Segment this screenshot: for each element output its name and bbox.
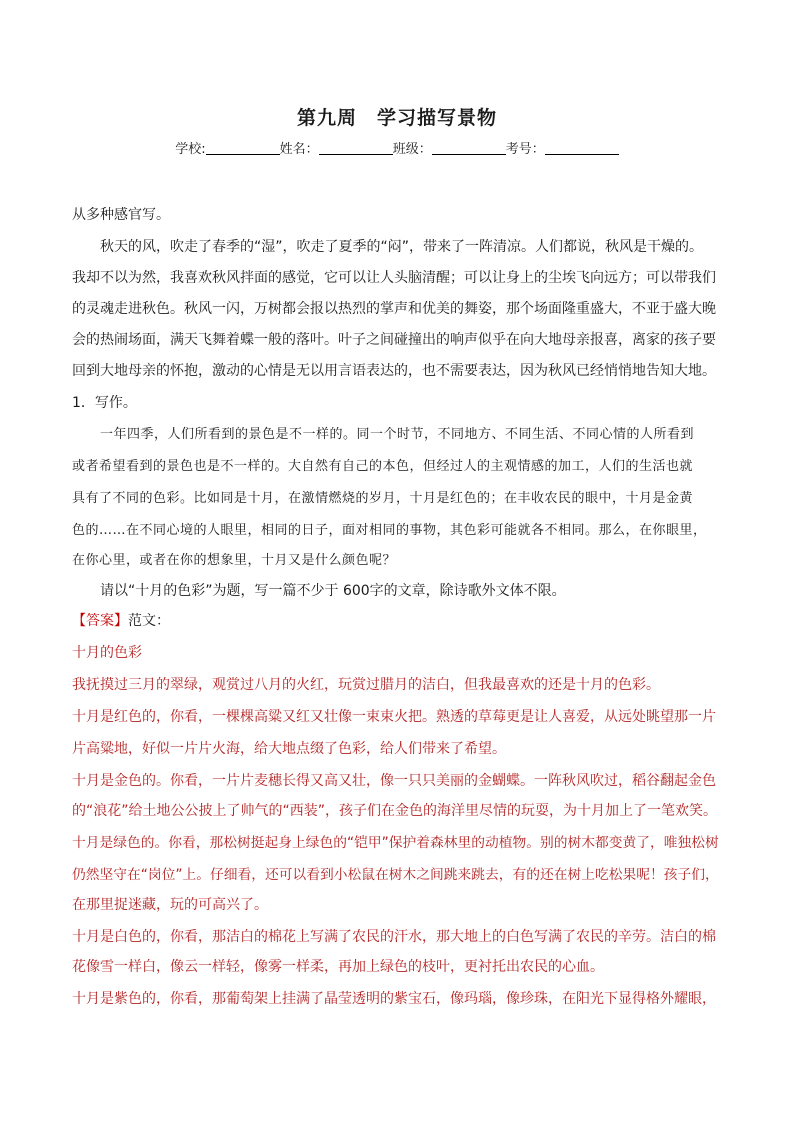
essay-line: 片高粱地，好似一片片火海，给大地点缀了色彩，给人们带来了希望。	[72, 741, 506, 757]
name-label: 姓名：	[279, 142, 319, 157]
essay-line: 仍然坚守在“岗位”上。仔细看，还可以看到小松鼠在树木之间跳来跳去，有的还在树上吃松果呢！孩子们，	[72, 867, 719, 883]
intro-paragraph-line: 会的热闹场面，满天飞舞着蝶一般的落叶。叶子之间碰撞出的响声似乎在向大地母亲报喜，离家的孩子要	[72, 332, 716, 348]
essay-line: 十月是紫色的，你看，那葡萄架上挂满了晶莹透明的紫宝石，像玛瑙，像珍珠，在阳光下显得格外耀眼，	[72, 991, 716, 1007]
exam-number-field[interactable]	[545, 140, 619, 155]
school-label: 学校:	[175, 142, 206, 157]
essay-line: 我抚摸过三月的翠绿，观赏过八月的火红，玩赏过腊月的洁白，但我最喜欢的还是十月的色彩。	[72, 677, 660, 693]
prompt-paragraph-line: 一年四季，人们所看到的景色是不一样的。同一个时节，不同地方、不同生活、不同心情的人所看到	[100, 427, 695, 442]
class-field[interactable]	[432, 140, 506, 155]
intro-paragraph-line: 我却不以为然，我喜欢秋风拌面的感觉，它可以让人头脑清醒；可以让身上的尘埃飞向远方；可以带我们	[72, 270, 716, 286]
essay-line: 花像雪一样白，像云一样轻，像雾一样柔，再加上绿色的枝叶，更衬托出农民的心血。	[72, 959, 604, 975]
prompt-paragraph-line: 或者希望看到的景色也是不一样的。大自然有自己的本色，但经过人的主观情感的加工，人们的生活也就	[72, 459, 694, 474]
essay-line: 在那里捉迷藏，玩的可高兴了。	[72, 897, 268, 913]
student-info-line	[0, 138, 794, 157]
essay-line: 十月是红色的，你看，一棵棵高粱又红又壮像一束束火把。熟透的草莓更是让人喜爱，从远处眺望那一片	[72, 709, 716, 725]
essay-line: 的“浪花”给土地公公披上了帅气的“西装”，孩子们在金色的海洋里尽情的玩耍，为十月加上了一笔欢笑。	[72, 803, 718, 819]
section-intro: 从多种感官写。	[72, 207, 170, 223]
class-label: 班级：	[392, 142, 432, 157]
intro-paragraph-line: 回到大地母亲的怀抱，激动的心情是无以用言语表达的，也不需要表达，因为秋风已经悄悄地告知大地。	[72, 363, 716, 379]
answer-bracket: 【答案】	[72, 613, 128, 629]
prompt-paragraph-line: 色的……在不同心境的人眼里，相同的日子，面对相同的事物，其色彩可能就各不相同。那么，在你眼里，	[72, 523, 707, 538]
essay-line: 十月是绿色的。你看，那松树挺起身上绿色的“铠甲”保护着森林里的动植物。别的树木都变黄了，唯独松树	[72, 835, 719, 851]
question-number: 1．写作。	[72, 395, 137, 411]
name-field[interactable]	[319, 140, 393, 155]
essay-line: 十月是白色的，你看，那洁白的棉花上写满了农民的汗水，那大地上的白色写满了农民的辛劳。洁白的棉	[72, 929, 716, 945]
exam-number-label: 考号：	[505, 142, 545, 157]
essay-title: 十月的色彩	[72, 645, 142, 661]
essay-line: 十月是金色的。你看，一片片麦穗长得又高又壮，像一只只美丽的金蝴蝶。一阵秋风吹过，稻谷翻起金色	[72, 773, 716, 789]
school-field[interactable]	[206, 140, 280, 155]
page-title: 第九周 学习描写景物	[296, 107, 497, 129]
answer-label: 范文：	[128, 613, 170, 629]
intro-paragraph-line: 秋天的风，吹走了春季的“湿”，吹走了夏季的“闷”，带来了一阵清凉。人们都说，秋风是干燥的。	[100, 239, 704, 255]
prompt-paragraph-line: 在你心里，或者在你的想象里，十月又是什么颜色呢？	[72, 553, 397, 568]
answer-heading	[72, 612, 170, 630]
writing-instruction: 请以“十月的色彩”为题，写一篇不少于 600字的文章，除诗歌外文体不限。	[100, 583, 566, 599]
intro-paragraph-line: 的灵魂走进秋色。秋风一闪，万树都会报以热烈的掌声和优美的舞姿，那个场面隆重盛大，不亚于盛大晚	[72, 301, 716, 317]
prompt-paragraph-line: 具有了不同的色彩。比如同是十月，在激情燃烧的岁月，十月是红色的；在丰收农民的眼中，十月是金黄	[72, 491, 694, 506]
